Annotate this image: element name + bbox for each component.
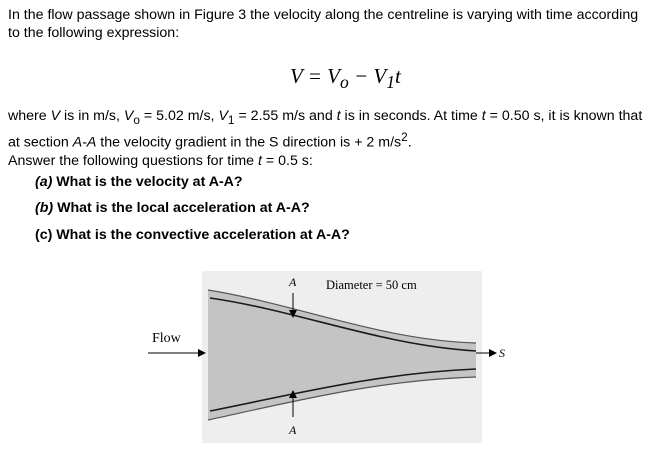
question-b-text: What is the local acceleration at A-A? [53,200,310,216]
diameter-label: Diameter = 50 cm [326,278,417,292]
text-gradient: the velocity gradient in the S direction is + 2 m/s [96,135,402,152]
formula-v0-subscript: o [339,72,349,93]
flow-label: Flow [152,331,181,346]
gradient-exponent: 2 [401,130,408,145]
s-label: S [499,346,505,360]
question-a-label: (a) [35,174,53,190]
var-v1-subscript: 1 [227,112,235,127]
question-c-text: What is the convective acceleration at A-A? [52,227,350,243]
question-b-label: (b) [35,200,54,216]
var-t: t [481,108,486,124]
text-where: where [8,108,51,124]
var-t: t [257,152,262,169]
text-units: is in m/s, [60,108,124,124]
var-v: V [50,108,61,124]
text-v1-value: = 2.55 m/s and [234,108,337,124]
formula-v0: V [327,64,340,88]
formula-minus: − [348,64,374,88]
flow-passage-figure [140,265,520,450]
question-c [35,227,350,243]
question-c-label: (c) [35,227,53,243]
text-period: . [407,135,412,152]
question-a [35,174,243,190]
var-vo-subscript: o [133,112,140,127]
problem-intro: In the flow passage shown in Figure 3 the velocity along the centreline is varying with time according to the following expression: [8,7,639,41]
section-label-bottom: A [289,423,297,437]
text-seconds: is in seconds. At time [340,108,482,124]
section-aa: A-A [72,135,97,152]
var-v1: V [218,108,228,124]
formula-t: t [394,64,401,88]
var-vo: V [123,108,134,124]
question-b [35,200,310,216]
text-time-value: = 0.50 s, it is known that at section [8,108,643,152]
formula-v1-subscript: 1 [386,72,395,93]
velocity-formula [290,64,401,93]
text-vo-value: = 5.02 m/s, [139,108,219,124]
formula-v: V [290,64,303,88]
text-answer-prompt: Answer the following questions for time [8,152,258,169]
problem-conditions [8,108,650,170]
text-answer-time: = 0.5 s: [261,152,313,169]
var-t: t [336,108,341,124]
section-label-top: A [289,275,297,289]
formula-equals: = [302,64,328,88]
formula-v1: V [373,64,387,88]
question-a-text: What is the velocity at A-A? [52,174,243,190]
